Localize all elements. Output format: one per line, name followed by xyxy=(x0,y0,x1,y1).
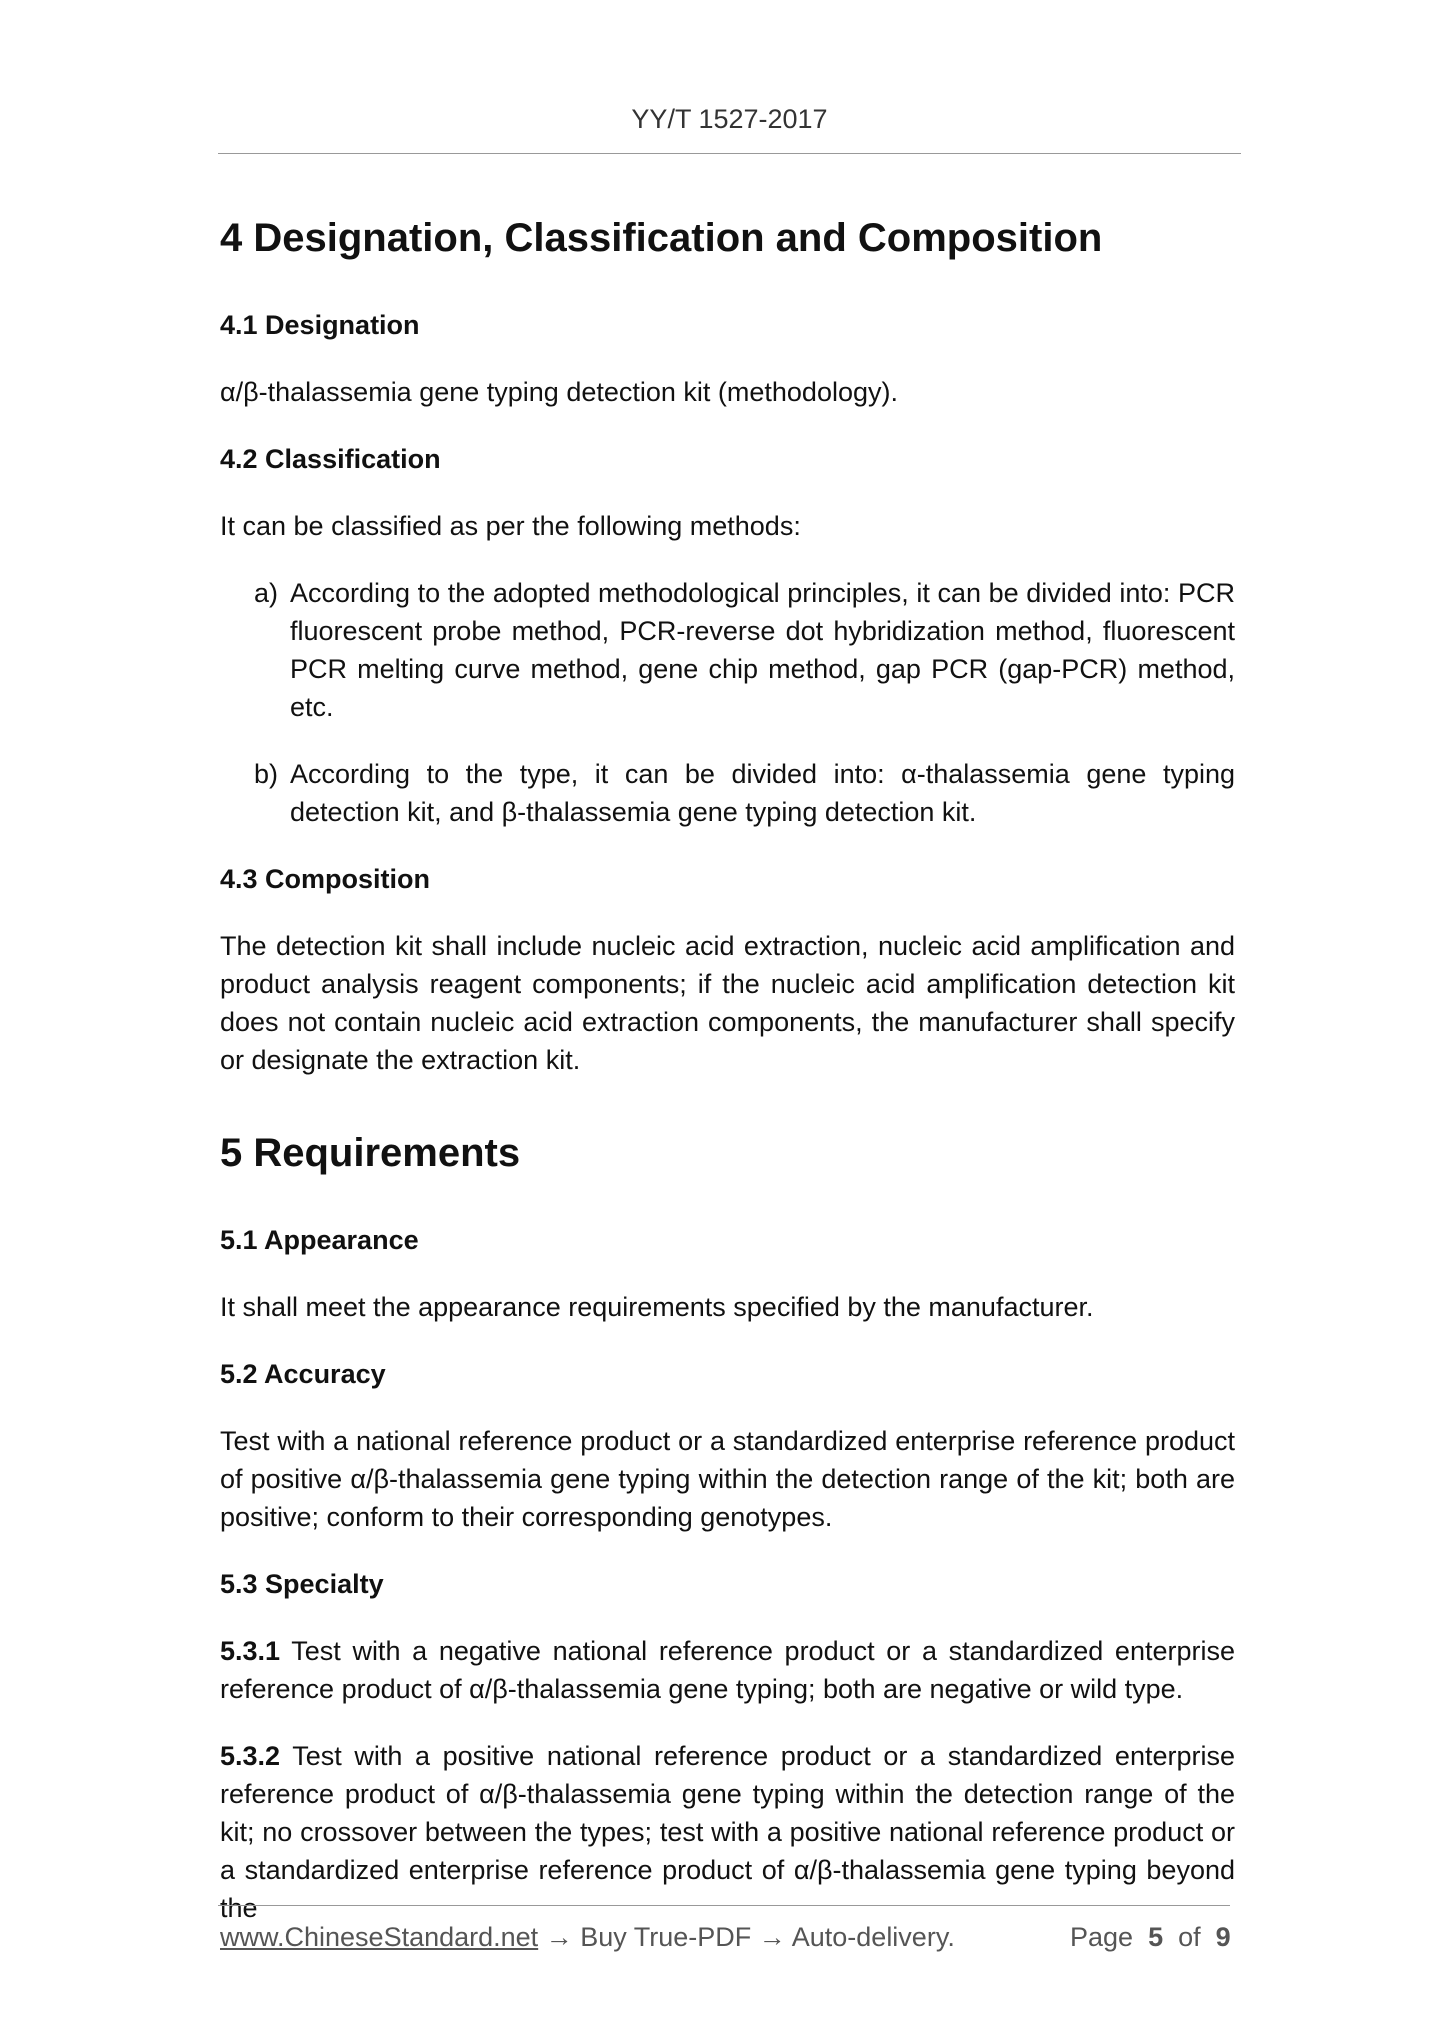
section-5-3-1-text xyxy=(220,1632,1235,1708)
section-5-1-text: It shall meet the appearance requirements specified by the manufacturer. xyxy=(220,1292,1094,1322)
current-page: 5 xyxy=(1148,1922,1164,1952)
page-content xyxy=(220,206,1235,1927)
section-5-2-text: Test with a national reference product or a standardized enterprise reference product of positive α/β-thalassemia gene typing within the detection range of the kit; both are positive; conform to their corresponding genotypes. xyxy=(220,1426,1235,1532)
section-4-1-heading: 4.1 Designation xyxy=(220,310,420,340)
list-item-text: According to the adopted methodological principles, it can be divided into: PCR fluorescent probe method, PCR-reverse dot hybridization method, fluorescent PCR melting curve method, gene chip method, gap PCR (gap-PCR) method, etc. xyxy=(290,578,1235,722)
section-4-3-text: The detection kit shall include nucleic acid extraction, nucleic acid amplification and product analysis reagent components; if the nucleic acid amplification detection kit does not contain nucleic acid extraction components, the manufacturer shall specify or designate the extraction kit. xyxy=(220,931,1235,1075)
header-divider xyxy=(218,153,1241,154)
list-marker: a) xyxy=(254,578,279,608)
classification-item-b xyxy=(220,755,1235,831)
of-label: of xyxy=(1178,1922,1201,1952)
clause-number: 5.3.2 xyxy=(220,1741,281,1771)
clause-number: 5.3.1 xyxy=(220,1636,281,1666)
section-4-2-heading: 4.2 Classification xyxy=(220,444,441,474)
document-code-header: YY/T 1527-2017 xyxy=(631,104,828,134)
footer-promo xyxy=(220,1922,955,1953)
clause-text: Test with a negative national reference product or a standardized enterprise reference product of α/β-thalassemia gene typing; both are negative or wild type. xyxy=(220,1636,1235,1704)
section-4-3-heading: 4.3 Composition xyxy=(220,864,431,894)
section-5-3-heading: 5.3 Specialty xyxy=(220,1569,384,1599)
section-5-heading: 5 Requirements xyxy=(220,1131,521,1175)
page-label: Page xyxy=(1070,1922,1134,1952)
list-marker: b) xyxy=(254,759,279,789)
classification-item-a xyxy=(220,574,1235,726)
section-4-1-text: α/β-thalassemia gene typing detection kit (methodology). xyxy=(220,377,898,407)
section-5-3-2-text xyxy=(220,1737,1235,1927)
section-4-2-intro: It can be classified as per the following methods: xyxy=(220,511,801,541)
section-4-heading: 4 Designation, Classification and Composition xyxy=(220,216,1103,260)
footer-divider xyxy=(218,1905,1230,1906)
section-5-1-heading: 5.1 Appearance xyxy=(220,1225,419,1255)
page-number xyxy=(1070,1922,1231,1953)
section-5-2-heading: 5.2 Accuracy xyxy=(220,1359,386,1389)
total-pages: 9 xyxy=(1215,1922,1231,1952)
clause-text: Test with a positive national reference product or a standardized enterprise reference product of α/β-thalassemia gene typing within the detection range of the kit; no crossover between the types; test with a positive national reference product or a standardized enterprise reference product of α/β-thalassemia gene typing beyond the xyxy=(220,1741,1235,1923)
list-item-text: According to the type, it can be divided into: α-thalassemia gene typing detection kit, and β-thalassemia gene typing detection kit. xyxy=(290,759,1235,827)
website-link[interactable]: www.ChineseStandard.net xyxy=(220,1922,539,1952)
footer-tagline: → Buy True-PDF → Auto-delivery. xyxy=(538,1922,955,1952)
